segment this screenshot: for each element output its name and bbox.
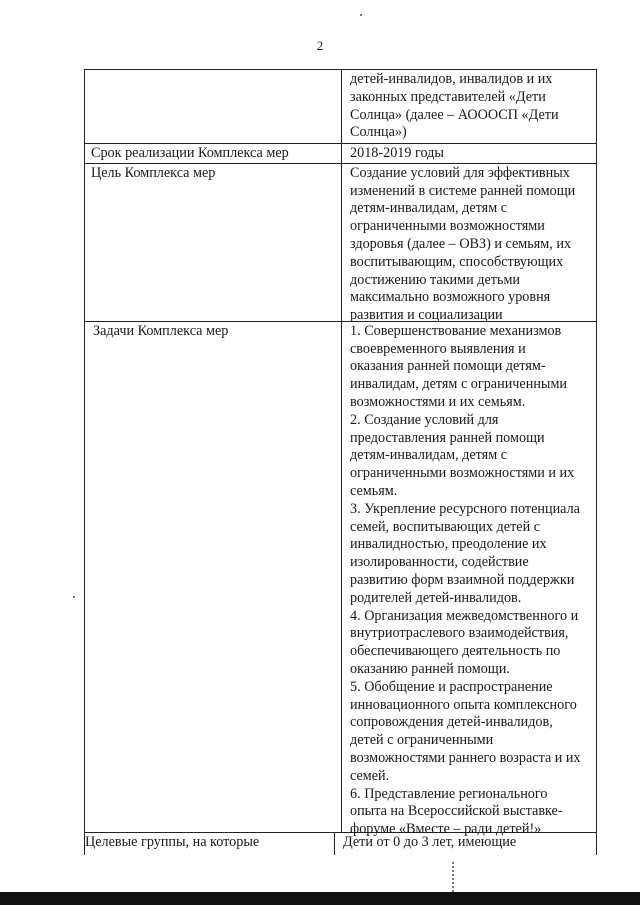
text-line: 3. Укрепление ресурсного потенциала bbox=[350, 500, 580, 517]
text-line: возможностями раннего возраста и их bbox=[350, 749, 581, 766]
text-line: воспитывающим, способствующих bbox=[350, 253, 564, 270]
text-line: семей, воспитывающих детей с bbox=[350, 518, 541, 535]
text-line: Создание условий для эффективных bbox=[350, 164, 570, 181]
table-row-goal bbox=[85, 164, 596, 322]
text-line: 1. Совершенствование механизмов bbox=[350, 322, 562, 339]
text-line: инновационного опыта комплексного bbox=[350, 696, 577, 713]
text-line: сопровождения детей-инвалидов, bbox=[350, 714, 553, 731]
text-line: форуме «Вместе – ради детей!» bbox=[350, 821, 542, 838]
page-number: 2 bbox=[316, 38, 324, 53]
text-line: Солнца» (далее – АОООСП «Дети bbox=[350, 106, 559, 123]
text-line: здоровья (далее – ОВЗ) и семьям, их bbox=[350, 235, 572, 252]
row-label-tasks: Задачи Комплекса мер bbox=[85, 322, 342, 832]
text-line: обеспечивающего деятельность по bbox=[350, 643, 561, 660]
text-line: достижению такими детьми bbox=[350, 271, 521, 288]
text-line: Солнца») bbox=[350, 124, 407, 141]
period-cell bbox=[342, 144, 596, 162]
text-line: изолированности, содействие bbox=[350, 554, 529, 571]
text-line: инвалидам, детям с ограниченными bbox=[350, 376, 568, 393]
text-line: внутриотраслевого взаимодействия, bbox=[350, 625, 569, 642]
table-row-tasks bbox=[85, 322, 596, 838]
goal-cell bbox=[342, 164, 596, 324]
text-line: оказания ранней помощи детям- bbox=[350, 358, 546, 375]
text-line: возможностями и их семьям. bbox=[350, 393, 526, 410]
text-line: 2018-2019 годы bbox=[350, 145, 444, 161]
row-label-empty bbox=[85, 70, 342, 143]
scan-speck bbox=[360, 14, 362, 16]
target-groups-cell bbox=[335, 833, 596, 855]
text-line: развития и социализации bbox=[350, 307, 503, 324]
table-row-period bbox=[85, 144, 596, 164]
scan-margin-mark bbox=[452, 862, 454, 892]
table-row-organization bbox=[85, 70, 596, 144]
row-label-target-groups: Целевые группы, на которые bbox=[85, 833, 335, 855]
organization-cell bbox=[342, 70, 596, 143]
text-line: оказанию ранней помощи. bbox=[350, 660, 510, 677]
scan-speck bbox=[73, 596, 75, 598]
text-line: ограниченными возможностями и их bbox=[350, 465, 575, 482]
text-line: семей. bbox=[350, 767, 390, 784]
text-line: детям-инвалидам, детям с bbox=[350, 447, 508, 464]
text-line: 6. Представление регионального bbox=[350, 785, 548, 802]
text-line: опыта на Всероссийской выставке- bbox=[350, 803, 563, 820]
row-label-goal: Цель Комплекса мер bbox=[85, 164, 342, 321]
row-label-period: Срок реализации Комплекса мер bbox=[85, 144, 342, 163]
program-passport-table bbox=[84, 69, 597, 855]
text-line: предоставления ранней помощи bbox=[350, 429, 545, 446]
text-line: развитию форм взаимной поддержки bbox=[350, 571, 575, 588]
text-line: 4. Организация межведомственного и bbox=[350, 607, 579, 624]
tasks-cell bbox=[342, 322, 596, 838]
text-line: детей с ограниченными bbox=[350, 732, 494, 749]
text-line: своевременного выявления и bbox=[350, 340, 526, 357]
text-line: законных представителей «Дети bbox=[350, 88, 546, 105]
table-row-target-groups bbox=[85, 833, 596, 855]
text-line: инвалидностью, преодоление их bbox=[350, 536, 547, 553]
text-line: 5. Обобщение и распространение bbox=[350, 678, 553, 695]
text-line: семьям. bbox=[350, 482, 398, 499]
text-line: родителей детей-инвалидов. bbox=[350, 589, 522, 606]
scan-bottom-edge bbox=[0, 892, 640, 905]
text-line: детям-инвалидам, детям с bbox=[350, 200, 508, 217]
text-line: детей-инвалидов, инвалидов и их bbox=[350, 71, 553, 87]
text-line: 2. Создание условий для bbox=[350, 411, 499, 428]
text-line: изменений в системе ранней помощи bbox=[350, 182, 576, 199]
text-line: Дети от 0 до 3 лет, имеющие bbox=[343, 833, 517, 850]
text-line: максимально возможного уровня bbox=[350, 289, 551, 306]
text-line: ограниченными возможностями bbox=[350, 218, 545, 235]
